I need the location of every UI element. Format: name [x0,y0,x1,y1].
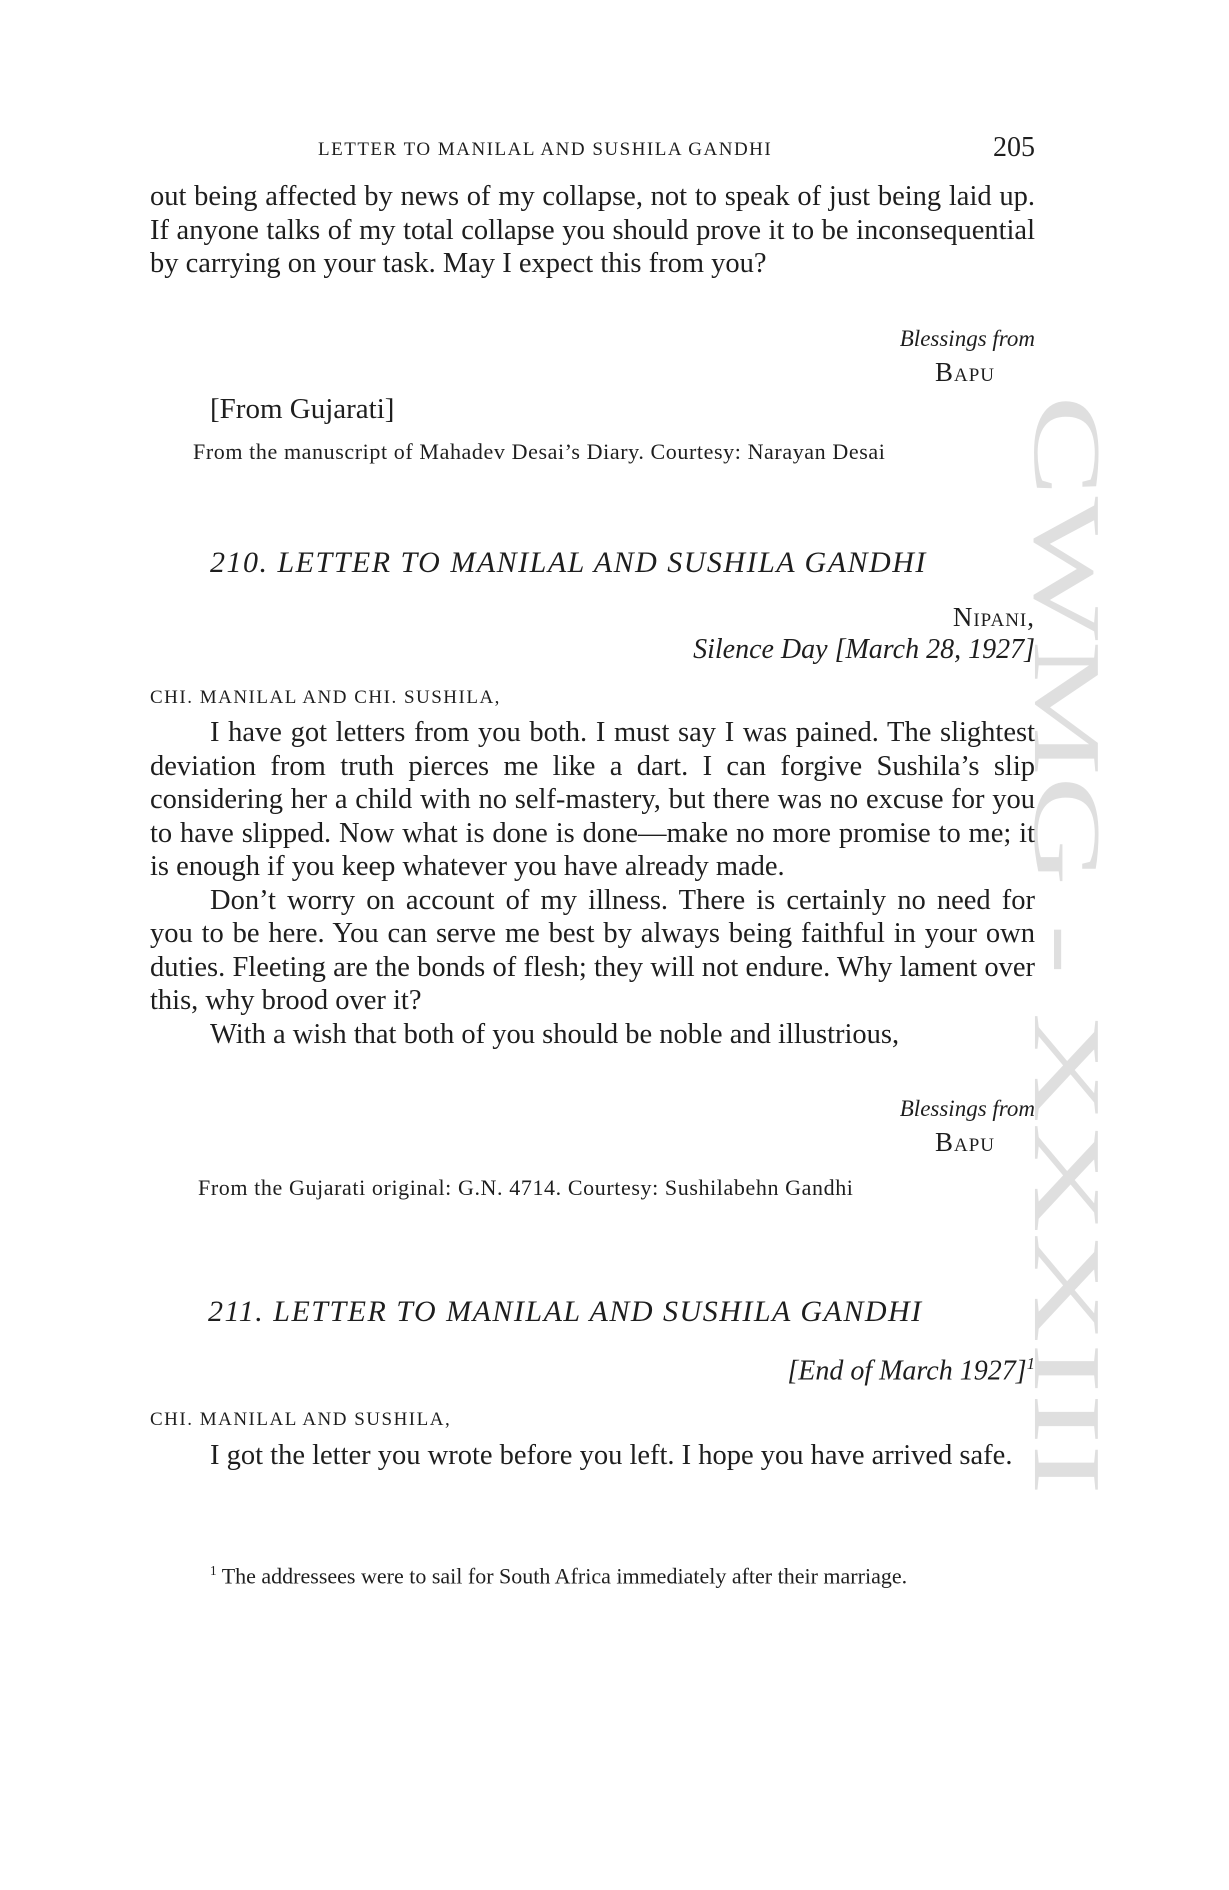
footnote-marker: 1 [210,1563,217,1578]
body-paragraph: I have got letters from you both. I must say I was pained. The slightest deviation from truth pierces me like a dart. I can forgive Sushila’s slip considering her a child with no self-mastery, but there was no excuse for you to have slipped. Now what is done is done—make no more promise to me; it is enough if you keep whatever you have already made. [150,717,1035,882]
source-note: From the manuscript of Mahadev Desai’s Diary. Courtesy: Narayan Desai [193,439,886,464]
letter-date: Silence Day [March 28, 1927] [693,634,1035,665]
footnote [150,1556,1046,1590]
closing-blessings: Blessings from [899,326,1035,351]
page-number: 205 [993,132,1035,163]
translation-note: [From Gujarati] [210,393,395,425]
continuation-paragraph: out being affected by news of my collapse, not to speak of just being laid up. If anyone talks of my total collapse you should prove it to be inconsequential by carrying on your task. May I expect this from you? [150,181,1035,279]
signature-bapu: Bapu [934,357,995,387]
letter-salutation: CHI. MANILAL AND SUSHILA, [150,1409,452,1430]
letter-title: 211. LETTER TO MANILAL AND SUSHILA GANDHI [208,1295,923,1328]
footnote-text: The addressees were to sail for South Africa immediately after their marriage. [221,1563,908,1589]
letter-date: [End of March 1927]$^1$ [787,1354,1035,1387]
continuation-text [150,180,1035,281]
footnote-marker: 1 [1026,1354,1035,1373]
closing-blessings: Blessings from [899,1096,1035,1121]
body-paragraph: I got the letter you wrote before you left. I hope you have arrived safe. [210,1440,1013,1471]
letter-body [150,716,1035,1051]
running-title: LETTER TO MANILAL AND SUSHILA GANDHI [318,139,773,160]
svg-text:CWMG - XXXIII: CWMG - XXXIII [1013,395,1121,1089]
letter-place: Nipani, [952,602,1035,632]
letter-title: 210. LETTER TO MANILAL AND SUSHILA GANDHI [210,546,927,579]
letter-body [150,1439,1035,1473]
body-paragraph: With a wish that both of you should be noble and illustrious, [210,1018,900,1050]
source-note: From the Gujarati original: G.N. 4714. Courtesy: Sushilabehn Gandhi [198,1175,854,1200]
letter-salutation: CHI. MANILAL AND CHI. SUSHILA, [150,687,501,708]
signature-bapu: Bapu [934,1127,995,1157]
running-head [150,133,1035,167]
body-paragraph: Don’t worry on account of my illness. There is certainly no need for you to be here. You can serve me best by always being faithful in your own duties. Fleeting are the bonds of flesh; they will not endure. Why lament over this, why brood over it? [150,884,1035,1016]
